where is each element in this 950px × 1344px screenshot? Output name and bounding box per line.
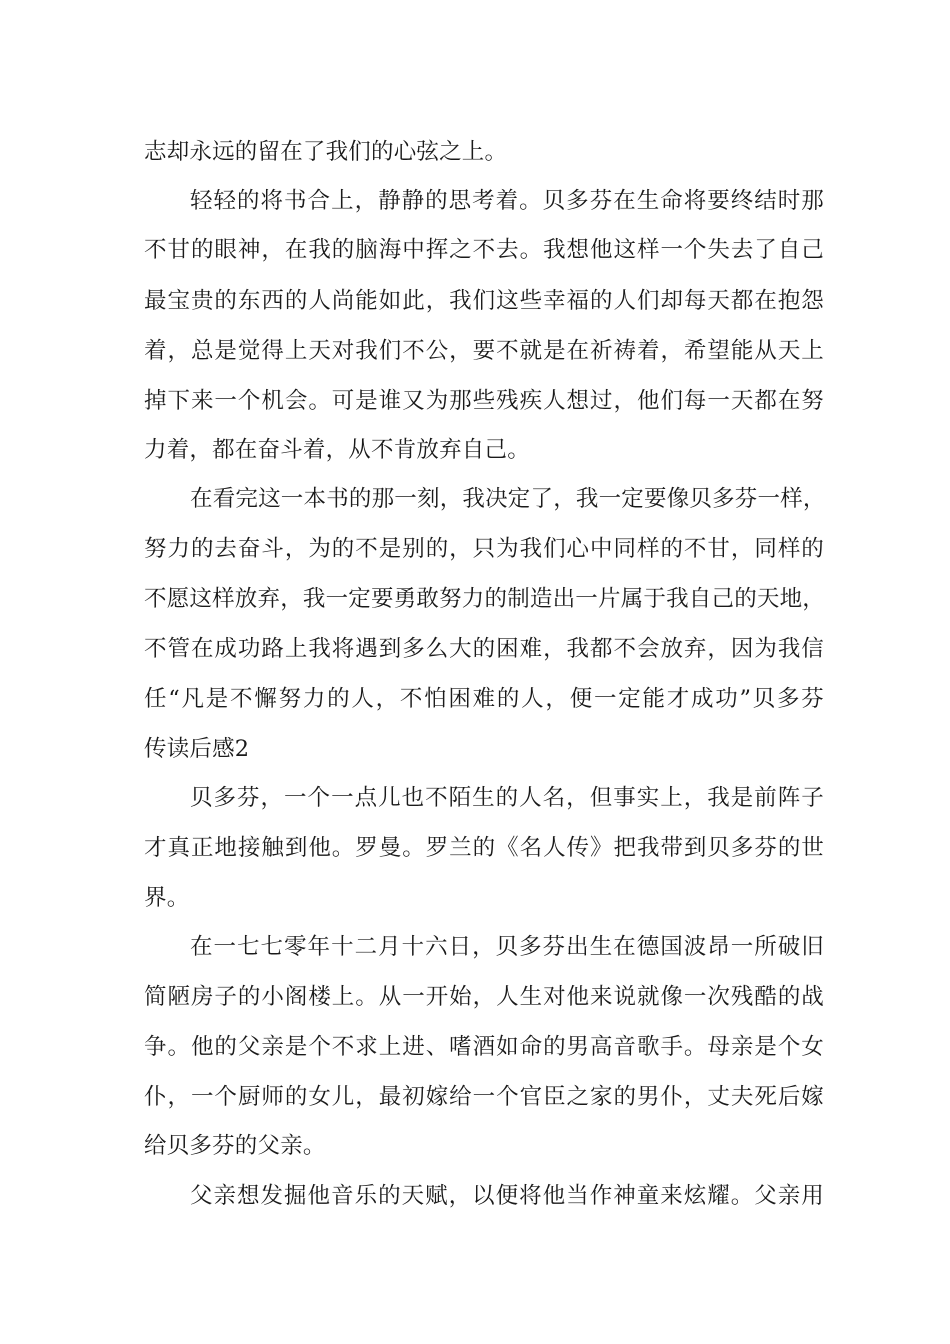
text-line: 志却永远的留在了我们的心弦之上。 (144, 139, 508, 165)
text-line: 掉下来一个机会。可是谁又为那些残疾人想过，他们每一天都在努 (144, 388, 824, 414)
text-line: 不甘的眼神，在我的脑海中挥之不去。我想他这样一个失去了自己 (144, 237, 824, 263)
text-line: 贝多芬，一个一点儿也不陌生的人名，但事实上，我是前阵子 (190, 785, 824, 811)
text-line: 传读后感2 (144, 736, 250, 762)
text-line: 力着，都在奋斗着，从不肯放弃自己。 (144, 437, 530, 463)
text-line: 界。 (144, 885, 190, 911)
text-line: 轻轻的将书合上，静静的思考着。贝多芬在生命将要终结时那 (190, 188, 824, 214)
text-line: 不管在成功路上我将遇到多么大的困难，我都不会放弃，因为我信 (144, 636, 824, 662)
text-line: 在一七七零年十二月十六日，贝多芬出生在德国波昂一所破旧 (190, 934, 824, 960)
text-line: 最宝贵的东西的人尚能如此，我们这些幸福的人们却每天都在抱怨 (144, 288, 824, 314)
text-line: 任“凡是不懈努力的人，不怕困难的人，便一定能才成功”贝多芬 (144, 686, 824, 712)
text-line: 简陋房子的小阁楼上。从一开始，人生对他来说就像一次残酷的战 (144, 984, 824, 1010)
text-line: 给贝多芬的父亲。 (144, 1133, 326, 1159)
text-line: 才真正地接触到他。罗曼。罗兰的《名人传》把我带到贝多芬的世 (144, 835, 824, 861)
text-line: 着，总是觉得上天对我们不公，要不就是在祈祷着，希望能从天上 (144, 338, 824, 364)
text-line: 努力的去奋斗，为的不是别的，只为我们心中同样的不甘，同样的 (144, 536, 824, 562)
text-line: 仆，一个厨师的女儿，最初嫁给一个官臣之家的男仆，丈夫死后嫁 (144, 1084, 824, 1110)
text-line: 不愿这样放弃，我一定要勇敢努力的制造出一片属于我自己的天地， (144, 586, 826, 612)
text-line: 父亲想发掘他音乐的天赋，以便将他当作神童来炫耀。父亲用 (190, 1183, 824, 1209)
text-line: 争。他的父亲是个不求上进、嗜酒如命的男高音歌手。母亲是个女 (144, 1034, 824, 1060)
text-line: 在看完这一本书的那一刻，我决定了，我一定要像贝多芬一样， (190, 486, 826, 512)
